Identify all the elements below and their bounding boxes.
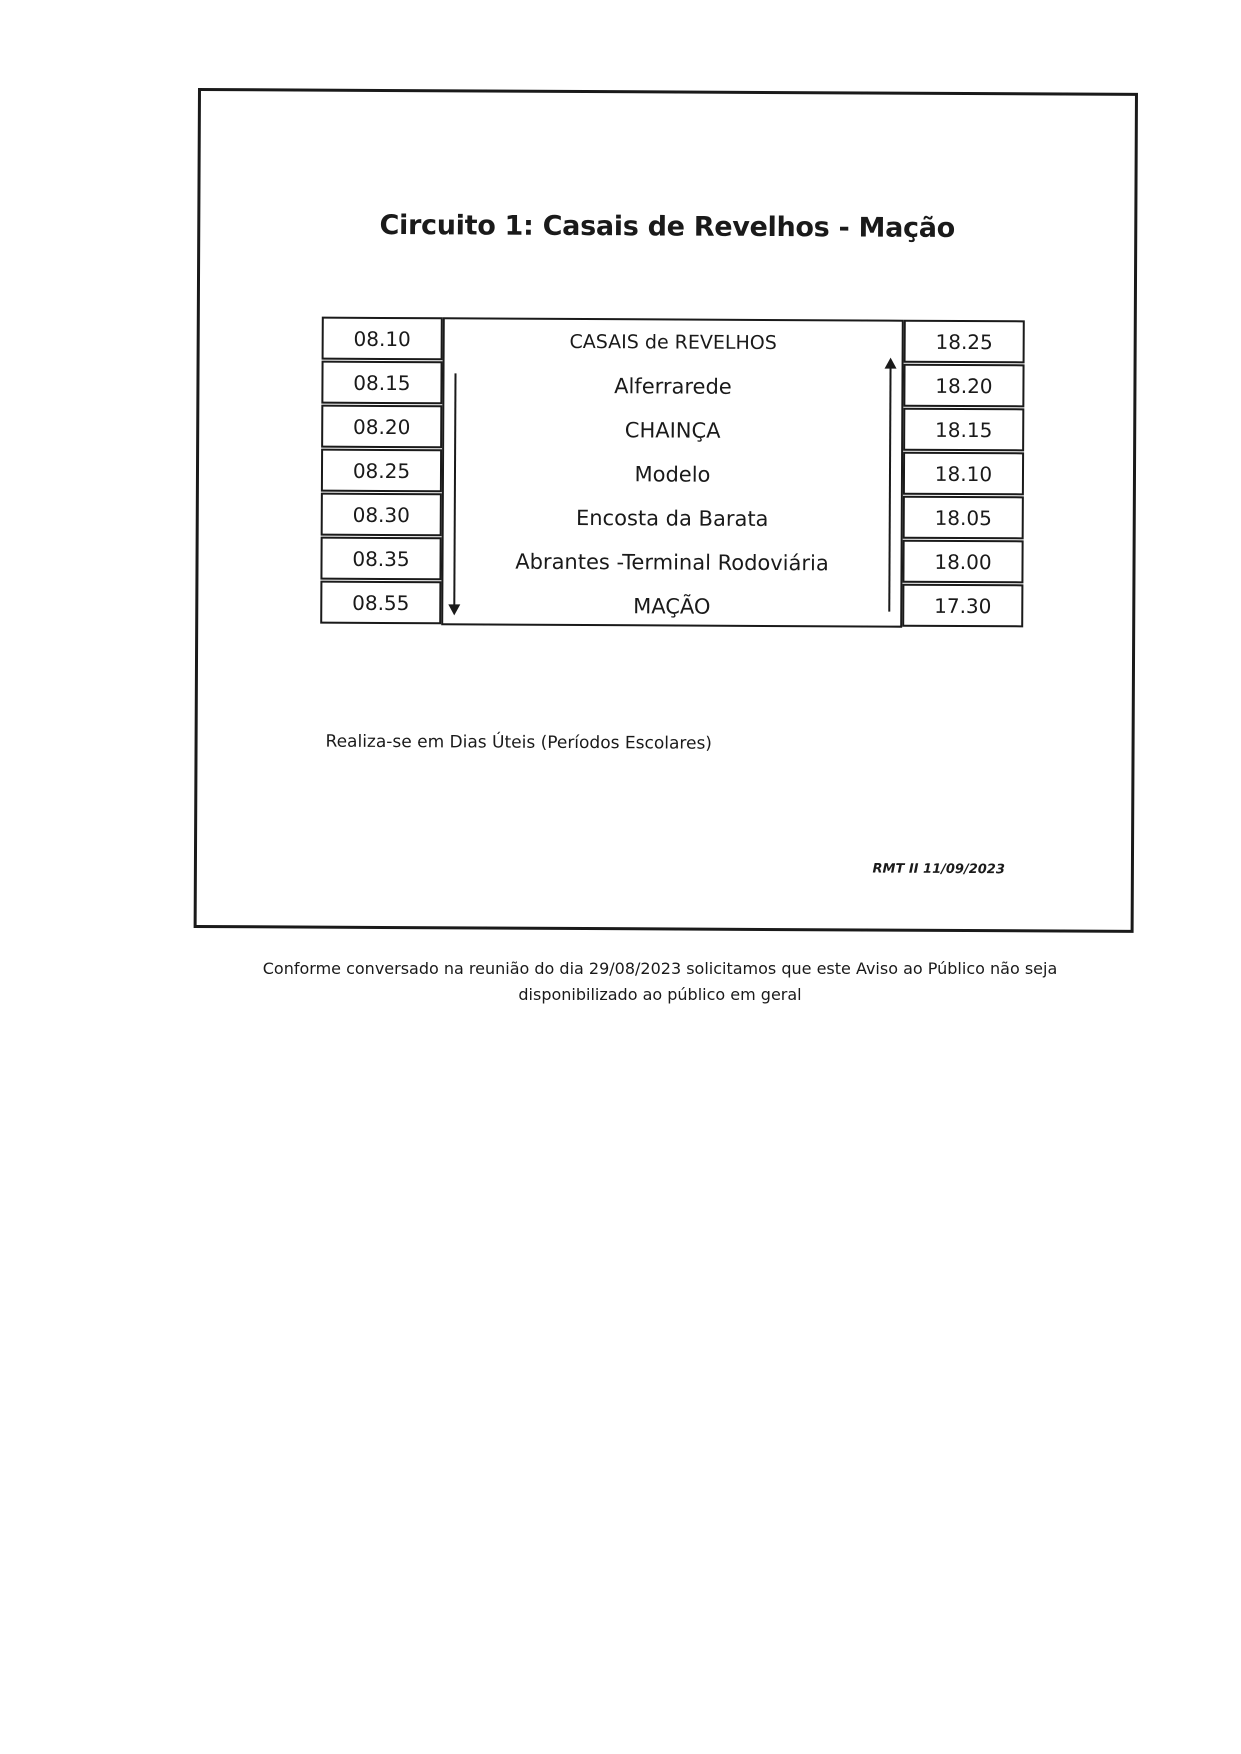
- outbound-time: 08.20: [321, 405, 442, 449]
- return-times-column: [902, 320, 1025, 629]
- timetable: [320, 317, 1025, 631]
- return-time: 17.30: [902, 584, 1023, 628]
- stops-panel: [441, 317, 904, 627]
- stop-name: CHAINÇA: [624, 418, 721, 443]
- return-time: 18.00: [902, 540, 1023, 584]
- outbound-time: 08.15: [321, 361, 442, 405]
- stop-name: Modelo: [634, 462, 711, 487]
- stop-name: Encosta da Barata: [575, 505, 769, 531]
- stop-list: [443, 319, 902, 629]
- return-time: 18.20: [903, 364, 1024, 408]
- notice-title: Circuito 1: Casais de Revelhos - Mação: [379, 209, 956, 244]
- footer-line: disponibilizado ao público em geral: [518, 985, 802, 1004]
- return-time: 18.05: [903, 496, 1024, 540]
- outbound-time: 08.25: [321, 449, 442, 493]
- service-days-note: Realiza-se em Dias Úteis (Períodos Escolares): [325, 731, 713, 754]
- footer-line: Conforme conversado na reunião do dia 29/08/2023 solicitamos que este Aviso ao Público não seja: [262, 959, 1058, 978]
- outbound-times-column: [320, 317, 443, 626]
- outbound-time: 08.30: [321, 493, 442, 537]
- outbound-time: 08.55: [320, 581, 441, 625]
- public-notice: [194, 88, 1138, 933]
- footer-note: [200, 956, 1120, 1008]
- reference-code: RMT II 11/09/2023: [872, 861, 1005, 878]
- stop-name: CASAIS de REVELHOS: [569, 330, 777, 355]
- return-time: 18.10: [903, 452, 1024, 496]
- stop-name: Alferrarede: [614, 374, 732, 399]
- outbound-time: 08.35: [320, 537, 441, 581]
- return-time: 18.25: [904, 320, 1025, 364]
- return-time: 18.15: [903, 408, 1024, 452]
- stop-name: Abrantes -Terminal Rodoviária: [515, 549, 829, 576]
- outbound-time: 08.10: [322, 317, 443, 361]
- stop-name: MAÇÃO: [633, 594, 711, 619]
